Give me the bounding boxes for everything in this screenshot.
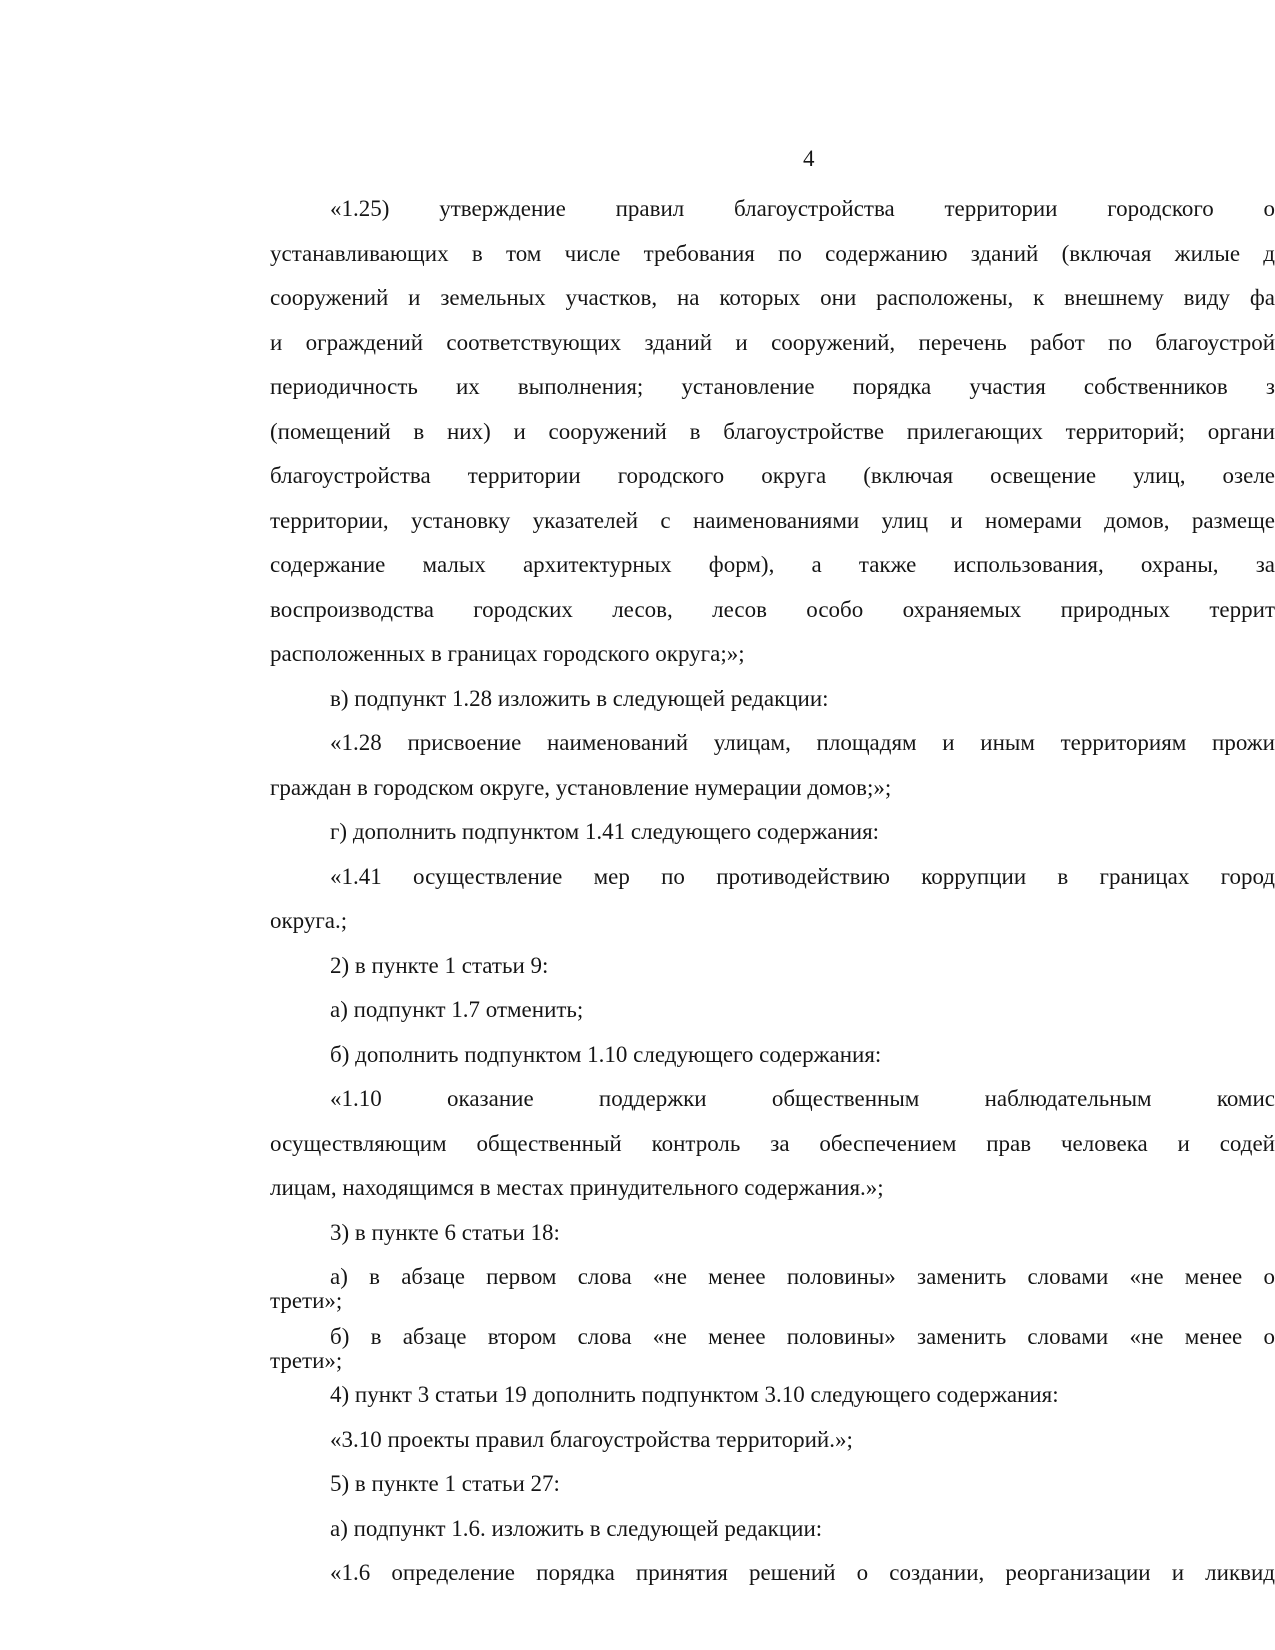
text-line: содержание малых архитектурных форм), а также использования, охраны, за <box>270 552 1275 577</box>
text-line: 2) в пункте 1 статьи 9: <box>330 953 549 978</box>
text-line: и ограждений соответствующих зданий и сооружений, перечень работ по благоустрой <box>270 330 1275 355</box>
text-line: «1.25) утверждение правил благоустройства территории городского о <box>330 196 1275 221</box>
text-line: б) дополнить подпунктом 1.10 следующего содержания: <box>330 1042 882 1067</box>
text-line: осуществляющим общественный контроль за обеспечением прав человека и содей <box>270 1131 1275 1156</box>
text-line: расположенных в границах городского округа;»; <box>270 641 745 666</box>
text-line: «1.41 осуществление мер по противодействию коррупции в границах город <box>330 864 1275 889</box>
text-line: трети»; <box>270 1288 343 1313</box>
text-line: в) подпункт 1.28 изложить в следующей редакции: <box>330 686 829 711</box>
text-line: а) в абзаце первом слова «не менее половины» заменить словами «не менее о <box>330 1264 1275 1289</box>
text-line: б) в абзаце втором слова «не менее половины» заменить словами «не менее о <box>330 1324 1275 1349</box>
text-line: «1.28 присвоение наименований улицам, площадям и иным территориям прожи <box>330 730 1275 755</box>
text-line: периодичность их выполнения; установление порядка участия собственников з <box>270 374 1275 399</box>
text-line: лицам, находящимся в местах принудительного содержания.»; <box>270 1175 884 1200</box>
text-line: «1.10 оказание поддержки общественным наблюдательным комис <box>330 1086 1275 1111</box>
text-line: трети»; <box>270 1348 343 1373</box>
text-line: благоустройства территории городского округа (включая освещение улиц, озеле <box>270 463 1275 488</box>
text-line: а) подпункт 1.6. изложить в следующей редакции: <box>330 1516 823 1541</box>
text-line: «1.6 определение порядка принятия решений о создании, реорганизации и ликвид <box>330 1560 1275 1585</box>
text-line: сооружений и земельных участков, на которых они расположены, к внешнему виду фа <box>270 285 1275 310</box>
text-line: 4) пункт 3 статьи 19 дополнить подпунктом 3.10 следующего содержания: <box>330 1382 1059 1407</box>
text-line: территории, установку указателей с наименованиями улиц и номерами домов, размеще <box>270 508 1275 533</box>
text-line: воспроизводства городских лесов, лесов особо охраняемых природных террит <box>270 597 1275 622</box>
text-line: а) подпункт 1.7 отменить; <box>330 997 584 1022</box>
text-line: устанавливающих в том числе требования по содержанию зданий (включая жилые д <box>270 241 1275 266</box>
text-line: граждан в городском округе, установление нумерации домов;»; <box>270 775 892 800</box>
text-line: (помещений в них) и сооружений в благоустройстве прилегающих территорий; органи <box>270 419 1275 444</box>
text-line: 3) в пункте 6 статьи 18: <box>330 1220 560 1245</box>
text-line: г) дополнить подпунктом 1.41 следующего содержания: <box>330 819 880 844</box>
page-number: 4 <box>803 146 815 171</box>
text-line: 5) в пункте 1 статьи 27: <box>330 1471 560 1496</box>
text-line: «3.10 проекты правил благоустройства территорий.»; <box>330 1427 853 1452</box>
text-line: округа.; <box>270 908 348 933</box>
